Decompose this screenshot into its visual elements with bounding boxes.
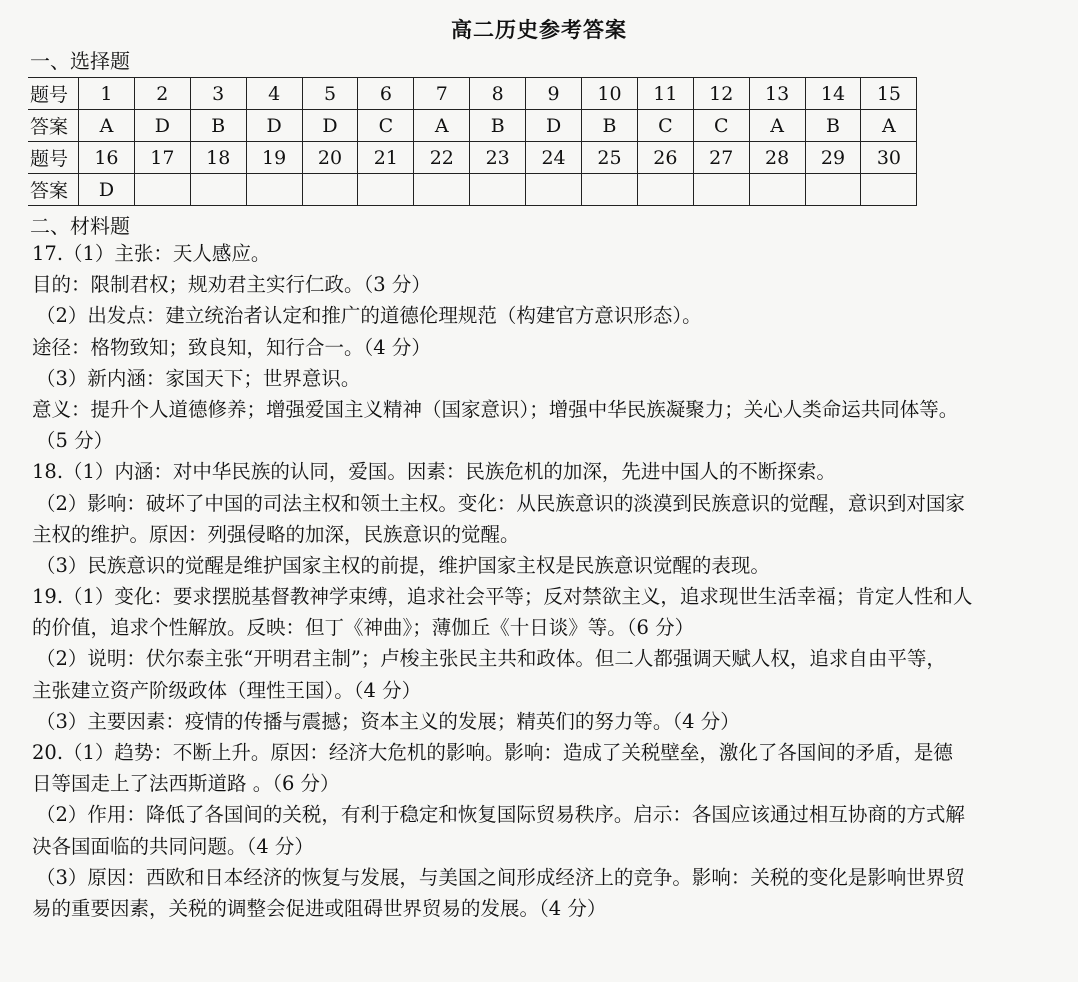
table-cell: 22 — [414, 142, 470, 174]
table-cell: 25 — [582, 142, 638, 174]
answer-body — [32, 238, 1052, 924]
table-cell — [805, 174, 861, 206]
answer-line: 意义：提升个人道德修养；增强爱国主义精神（国家意识）；增强中华民族凝聚力；关心人类命运共同体等。 — [32, 397, 959, 421]
answer-table — [28, 77, 917, 206]
table-cell — [414, 174, 470, 206]
table-cell — [470, 174, 526, 206]
row-label-number: 题号 — [28, 78, 79, 110]
table-cell: 29 — [805, 142, 861, 174]
table-cell: 13 — [749, 78, 805, 110]
answer-line: （3）新内涵：家国天下；世界意识。 — [36, 366, 361, 390]
table-cell: 14 — [805, 78, 861, 110]
table-cell: D — [79, 174, 135, 206]
table-cell: A — [861, 110, 917, 142]
section-heading-material: 二、材料题 — [30, 214, 130, 238]
table-cell: 30 — [861, 142, 917, 174]
table-cell: B — [582, 110, 638, 142]
table-row-numbers-1 — [28, 78, 917, 110]
answer-line: 目的：限制君权；规劝君主实行仁政。（3 分） — [32, 273, 431, 297]
table-cell: 4 — [246, 78, 302, 110]
table-cell: 24 — [526, 142, 582, 174]
table-cell — [246, 174, 302, 206]
table-cell: 10 — [582, 78, 638, 110]
table-cell: 5 — [302, 78, 358, 110]
answer-line: 17.（1）主张：天人感应。 — [32, 242, 271, 265]
table-cell: A — [749, 110, 805, 142]
answer-line: （2）作用：降低了各国间的关税，有利于稳定和恢复国际贸易秩序。启示：各国应该通过相互协商的方式解 — [36, 803, 965, 827]
table-cell — [693, 174, 749, 206]
table-cell — [302, 174, 358, 206]
answer-line: 易的重要因素，关税的调整会促进或阻碍世界贸易的发展。（4 分） — [32, 896, 607, 920]
table-cell: D — [302, 110, 358, 142]
table-cell: 9 — [526, 78, 582, 110]
table-cell: 27 — [693, 142, 749, 174]
answer-line: 决各国面临的共同问题。（4 分） — [32, 834, 314, 858]
page-title: 高二历史参考答案 — [451, 17, 627, 42]
answer-line: （2）影响：破坏了中国的司法主权和领土主权。变化：从民族意识的淡漠到民族意识的觉醒，意识到对国家 — [36, 491, 965, 515]
answer-line: （2）出发点：建立统治者认定和推广的道德伦理规范（构建官方意识形态）。 — [36, 304, 702, 328]
answer-line: 18.（1）内涵：对中华民族的认同，爱国。因素：民族危机的加深，先进中国人的不断探索。 — [32, 460, 836, 484]
table-cell: 2 — [134, 78, 190, 110]
answer-line: 的价值，追求个性解放。反映：但丁《神曲》；薄伽丘《十日谈》等。（6 分） — [32, 616, 695, 640]
table-cell: 7 — [414, 78, 470, 110]
table-cell: 1 — [79, 78, 135, 110]
table-cell: 28 — [749, 142, 805, 174]
table-cell: 19 — [246, 142, 302, 174]
table-cell: 23 — [470, 142, 526, 174]
table-cell: A — [414, 110, 470, 142]
table-cell: 8 — [470, 78, 526, 110]
answer-line: 20.（1）趋势：不断上升。原因：经济大危机的影响。影响：造成了关税壁垒，激化了各国间的矛盾，是德 — [32, 741, 953, 764]
table-cell — [637, 174, 693, 206]
table-cell — [526, 174, 582, 206]
answer-line: 日等国走上了法西斯道路 。（6 分） — [32, 772, 340, 796]
table-row-answers-1 — [28, 110, 917, 142]
table-cell: D — [526, 110, 582, 142]
row-label-answer: 答案 — [28, 110, 79, 142]
table-cell — [582, 174, 638, 206]
table-cell — [190, 174, 246, 206]
table-row-answers-2 — [28, 174, 917, 206]
table-cell: A — [79, 110, 135, 142]
table-cell: D — [246, 110, 302, 142]
table-cell: 26 — [637, 142, 693, 174]
table-cell: 6 — [358, 78, 414, 110]
answer-line: 途径：格物致知；致良知，知行合一。（4 分） — [32, 335, 431, 359]
answer-line: 主权的维护。原因：列强侵略的加深，民族意识的觉醒。 — [32, 522, 520, 546]
table-cell: 21 — [358, 142, 414, 174]
table-cell — [749, 174, 805, 206]
row-label-answer: 答案 — [28, 174, 79, 206]
table-cell — [134, 174, 190, 206]
table-cell: 12 — [693, 78, 749, 110]
table-cell: 15 — [861, 78, 917, 110]
table-cell: 20 — [302, 142, 358, 174]
table-cell: 18 — [190, 142, 246, 174]
table-cell: B — [805, 110, 861, 142]
table-cell: C — [358, 110, 414, 142]
answer-line: （3）原因：西欧和日本经济的恢复与发展，与美国之间形成经济上的竞争。影响：关税的变化是影响世界贸 — [36, 865, 965, 889]
row-label-number: 题号 — [28, 142, 79, 174]
table-cell: 3 — [190, 78, 246, 110]
answer-line: 19.（1）变化：要求摆脱基督教神学束缚，追求社会平等；反对禁欲主义，追求现世生活幸福；肯定人性和人 — [32, 585, 973, 609]
answer-line: （5 分） — [36, 429, 114, 453]
table-cell: 16 — [79, 142, 135, 174]
table-cell — [358, 174, 414, 206]
table-cell: B — [470, 110, 526, 142]
table-cell: D — [134, 110, 190, 142]
answer-line: （2）说明：伏尔泰主张“开明君主制”；卢梭主张民主共和政体。但二人都强调天赋人权，追求自由平等， — [36, 647, 946, 671]
answer-line: （3）民族意识的觉醒是维护国家主权的前提，维护国家主权是民族意识觉醒的表现。 — [36, 553, 770, 577]
table-cell: 11 — [637, 78, 693, 110]
answer-line: （3）主要因素：疫情的传播与震撼；资本主义的发展；精英们的努力等。（4 分） — [36, 709, 740, 733]
table-cell: C — [637, 110, 693, 142]
table-cell — [861, 174, 917, 206]
table-cell: B — [190, 110, 246, 142]
table-cell: C — [693, 110, 749, 142]
table-row-numbers-2 — [28, 142, 917, 174]
answer-line: 主张建立资产阶级政体（理性王国）。（4 分） — [32, 678, 422, 702]
section-heading-choice: 一、选择题 — [30, 49, 130, 73]
table-cell: 17 — [134, 142, 190, 174]
